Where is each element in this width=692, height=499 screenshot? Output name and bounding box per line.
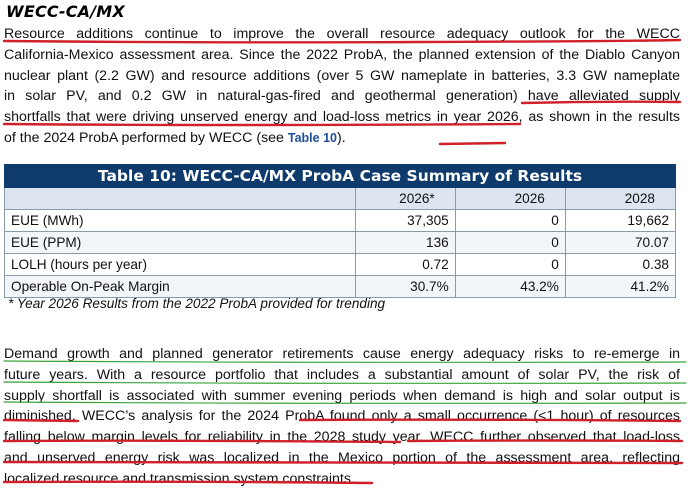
section-heading: WECC-CA/MX [6,2,125,21]
paragraph-line: supply shortfall is associated with summer evening periods when demand is high and solar output is [4,387,680,404]
row-label: LOLH (hours per year) [5,254,356,276]
table-cell: 0.72 [355,254,455,276]
table-cell: 70.07 [565,232,675,254]
table-row [5,210,676,232]
column-header: 2028 [565,188,675,210]
paragraph-line: Resource additions continue to improve the overall resource adequacy outlook for the WECC [4,26,680,42]
table-footnote: * Year 2026 Results from the 2022 ProbA provided for trending [8,296,386,311]
paragraph-line: future years. With a resource portfolio that includes a substantial amount of solar PV, the risk of [4,366,680,383]
paragraph-line: falling below margin levels for reliability in the 2028 study year. WECC further observed that load-loss [4,429,680,446]
table-cell: 19,662 [565,210,675,232]
paragraph-line: and unserved energy risk was localized in the Mexico portion of the assessment area, reflecting [4,449,680,466]
table-cell: 0 [455,254,565,276]
table-cell: 0 [455,210,565,232]
column-header [5,188,356,210]
table-cell: 43.2% [455,276,565,298]
table-row [5,232,676,254]
table-cell: 37,305 [355,210,455,232]
table-title-row [5,165,676,188]
table-cell: 41.2% [565,276,675,298]
paragraph-demand-growth [4,344,680,490]
table-cell: 136 [355,232,455,254]
paragraph-line: Demand growth and planned generator retirements cause energy adequacy risks to re-emerge in [4,346,680,362]
paragraph-line: shortfalls that were driving unserved energy and load-loss metrics in year 2026, as shown in the results [4,109,680,126]
paragraph-line: in solar PV, and 0.2 GW in natural-gas-fired and geothermal generation) have alleviated supply [4,88,680,105]
table-cell: 0.38 [565,254,675,276]
table-header-row [5,188,676,210]
paragraph-line [4,128,680,149]
table-row [5,276,676,298]
table-title: Table 10: WECC-CA/MX ProbA Case Summary of Results [5,165,676,188]
row-label: EUE (PPM) [5,232,356,254]
row-label: Operable On-Peak Margin [5,276,356,298]
table-cell: 0 [455,232,565,254]
paragraph-text: ). [337,129,346,146]
paragraph-line: diminished. WECC’s analysis for the 2024 ProbA found only a small occurrence (<1 hour) of resources [4,408,680,425]
column-header: 2026 [455,188,565,210]
table-reference-link[interactable]: Table 10 [287,130,337,145]
paragraph-resource-additions [4,24,680,149]
column-header: 2026* [355,188,455,210]
row-label: EUE (MWh) [5,210,356,232]
paragraph-line: California-Mexico assessment area. Since the 2022 ProbA, the planned extension of the Diablo Canyon [4,46,680,63]
results-summary-table [4,164,676,298]
table-cell: 30.7% [355,276,455,298]
table-row [5,254,676,276]
paragraph-text: of the 2024 ProbA performed by WECC (see [4,129,288,146]
paragraph-line: localized resource and transmission system constraints. [4,470,355,487]
paragraph-line: nuclear plant (2.2 GW) and resource additions (over 5 GW nameplate in batteries, 3.3 GW nameplate [4,67,680,84]
